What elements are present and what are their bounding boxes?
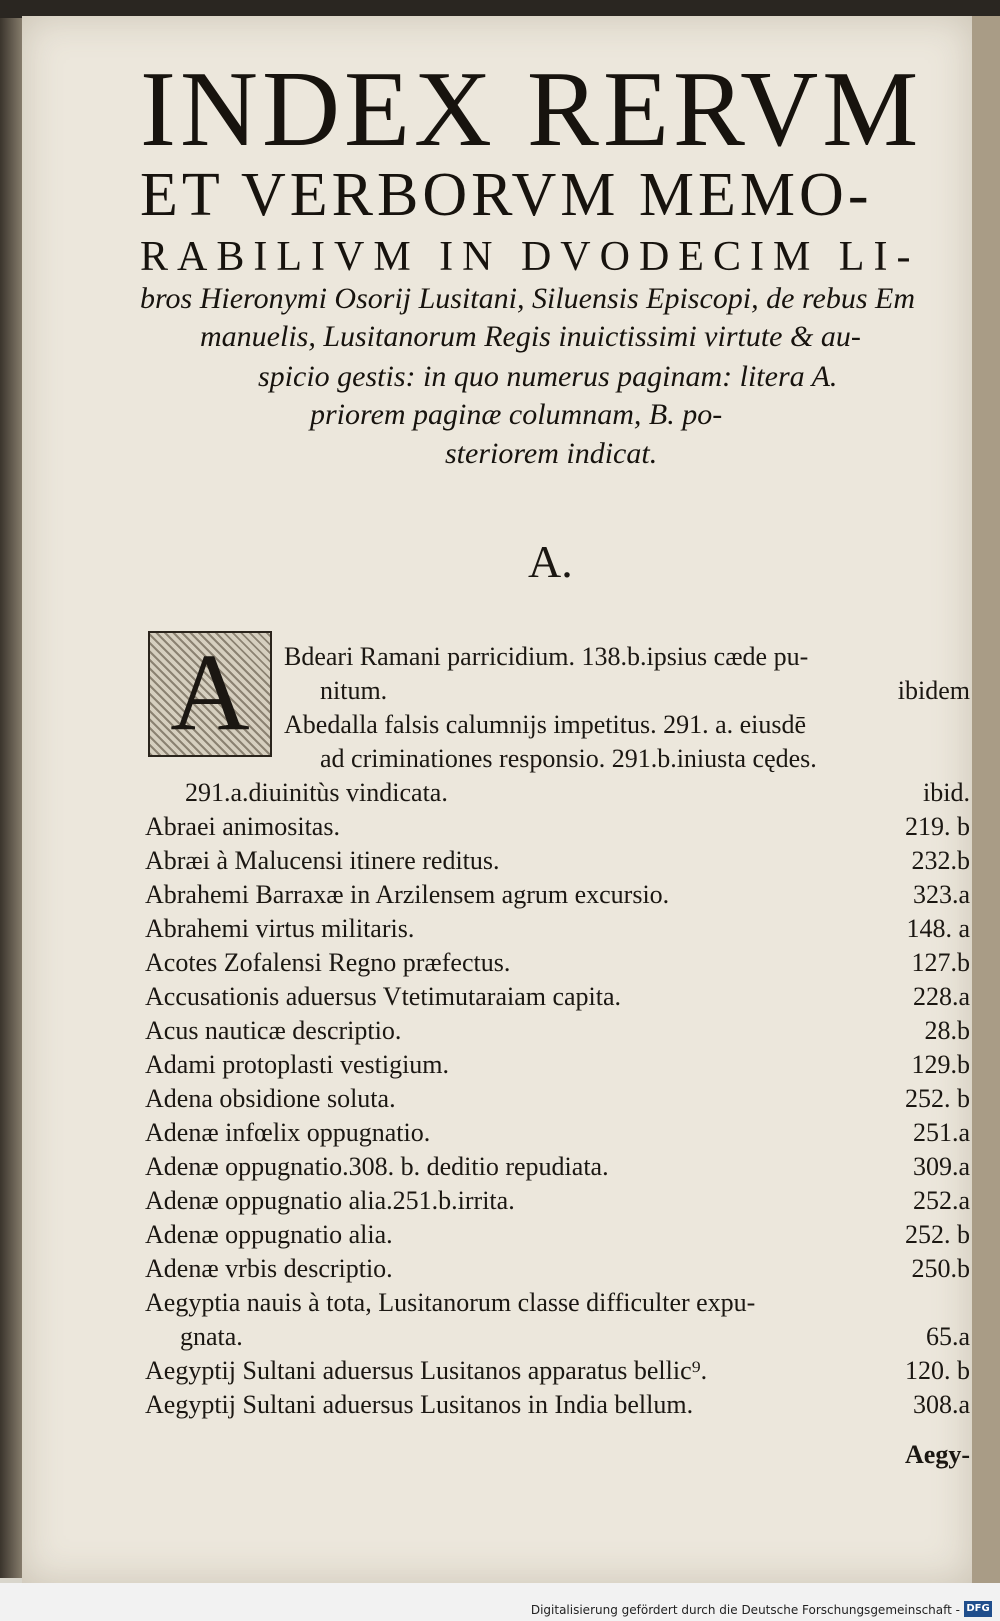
- index-entry: Accusationis aduersus Vtetimutaraiam capita. 228.a: [145, 982, 970, 1011]
- index-entry: Acus nauticæ descriptio. 28.b: [145, 1016, 970, 1045]
- index-entry: Abrahemi virtus militaris. 148. a: [145, 914, 970, 943]
- index-entry: gnata. 65.a: [180, 1322, 970, 1351]
- index-entry: Adenæ oppugnatio alia. 252. b: [145, 1220, 970, 1249]
- index-entry: Acotes Zofalensi Regno præfectus. 127.b: [145, 948, 970, 977]
- index-entry: Adenæ vrbis descriptio. 250.b: [145, 1254, 970, 1283]
- dfg-logo: DFG: [964, 1601, 992, 1617]
- title-line-5: manuelis, Lusitanorum Regis inuictissimi virtute & au-: [200, 320, 861, 353]
- title-line-6: spicio gestis: in quo numerus paginam: litera A.: [258, 360, 838, 393]
- footer-credit: Digitalisierung gefördert durch die Deutsche Forschungsgemeinschaft -: [530, 1603, 960, 1617]
- title-line-3: RABILIVM IN DVODECIM LI-: [140, 234, 920, 280]
- index-entry: Abedalla falsis calumnijs impetitus. 291. a. eiusdē: [284, 710, 807, 739]
- index-entry: Adena obsidione soluta. 252. b: [145, 1084, 970, 1113]
- index-entry: nitum. ibidem: [320, 676, 970, 705]
- index-entry: Adami protoplasti vestigium. 129.b: [145, 1050, 970, 1079]
- index-entry: 291.a.diuinitùs vindicata. ibid.: [185, 778, 970, 807]
- section-letter: A.: [528, 536, 573, 587]
- index-entry: Aegyptij Sultani aduersus Lusitanos in India bellum. 308.a: [145, 1390, 970, 1419]
- title-line-2: ET VERBORVM MEMO-: [140, 161, 873, 229]
- index-entry: Adenæ oppugnatio alia.251.b.irrita. 252.a: [145, 1186, 970, 1215]
- title-line-7: priorem paginæ columnam, B. po-: [310, 398, 723, 431]
- index-entry: Abrahemi Barraxæ in Arzilensem agrum excursio. 323.a: [145, 880, 970, 909]
- index-entry: Abræi à Malucensi itinere reditus. 232.b: [145, 846, 970, 875]
- title-line-8: steriorem indicat.: [445, 437, 658, 470]
- title-line-4: bros Hieronymi Osorij Lusitani, Siluensis Episcopi, de rebus Em: [140, 282, 915, 315]
- index-entry: Bdeari Ramani parricidium. 138.b.ipsius cæde pu-: [284, 642, 809, 671]
- index-entry: ad criminationes responsio. 291.b.iniusta cędes.: [320, 744, 817, 773]
- index-entry: Adenæ oppugnatio.308. b. deditio repudiata. 309.a: [145, 1152, 970, 1181]
- decorated-initial-letter: A: [170, 631, 250, 753]
- index-entry: Adenæ infœlix oppugnatio. 251.a: [145, 1118, 970, 1147]
- catchword: Aegy-: [905, 1440, 970, 1469]
- index-entry: Aegyptia nauis à tota, Lusitanorum classe difficulter expu-: [145, 1288, 756, 1317]
- index-entry: Aegyptij Sultani aduersus Lusitanos apparatus bellic⁹. 120. b: [145, 1356, 970, 1385]
- title-line-1: INDEX RERVM: [140, 50, 923, 169]
- index-entry: Abraei animositas. 219. b: [145, 812, 970, 841]
